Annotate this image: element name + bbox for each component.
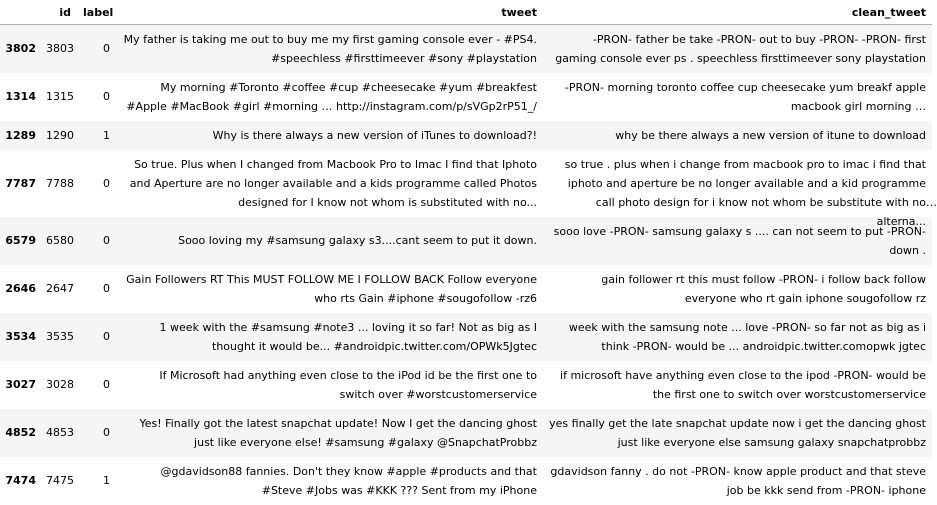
clean-tweet-text: week with the samsung note ... love -PRON- so far not as big as i think -PRON- would be ... androidpic.twitter.comopwk jgtec <box>568 320 926 353</box>
cell-tweet <box>116 150 543 217</box>
cell-clean-tweet <box>543 150 932 228</box>
row-index: 3534 <box>5 330 36 343</box>
table-row <box>0 121 932 150</box>
clean-tweet-text: if microsoft have anything even close to the ipod -PRON- would be the first one to switch over worstcustomerservice <box>560 368 926 401</box>
clean-tweet-text: -PRON- morning toronto coffee cup cheesecake yum breakf apple macbook girl morning … <box>564 80 926 113</box>
table-row <box>0 265 932 313</box>
cell-clean-tweet <box>543 361 932 409</box>
row-index: 3027 <box>5 378 36 391</box>
header-label: label <box>77 0 116 25</box>
cell-clean-tweet <box>543 25 932 73</box>
row-index: 3802 <box>5 42 36 56</box>
cell-label: 0 <box>103 282 110 295</box>
tweet-text: Gain Followers RT This MUST FOLLOW ME I FOLLOW BACK Follow everyone who rts Gain #iphone #sougofollow -rz6 <box>126 272 537 305</box>
cell-tweet <box>116 457 543 505</box>
row-index: 1289 <box>5 128 36 142</box>
cell-label: 0 <box>103 330 110 343</box>
table-row <box>0 457 932 505</box>
table-row <box>0 25 932 73</box>
cell-tweet <box>116 265 543 313</box>
cell-label: 1 <box>103 474 110 487</box>
tweet-text: My morning #Toronto #coffee #cup #cheesecake #yum #breakfest #Apple #MacBook #girl #morning … http://instagram.com/p/sVGp2rP51_/ <box>126 80 537 113</box>
cell-id: 3028 <box>46 378 74 391</box>
cell-tweet <box>116 361 543 409</box>
tweet-text: 1 week with the #samsung #note3 ... loving it so far! Not as big as I thought it would be... #androidpic.twitter.com/OPWk5Jgtec <box>159 320 537 353</box>
cell-clean-tweet <box>543 121 932 150</box>
header-index <box>0 0 40 25</box>
table-row <box>0 73 932 121</box>
cell-clean-tweet <box>543 457 932 505</box>
cell-id: 2647 <box>46 282 74 295</box>
cell-clean-tweet <box>543 409 932 457</box>
row-index: 7787 <box>5 176 36 190</box>
row-index: 7474 <box>5 474 36 487</box>
table-body <box>0 25 932 505</box>
cell-label: 0 <box>103 234 110 247</box>
table-row <box>0 150 932 217</box>
table-row <box>0 217 932 265</box>
clean-tweet-text: yes finally get the late snapchat update now i get the dancing ghost just like everyone else samsung galaxy snapchatprobbz <box>549 416 926 449</box>
cell-label: 0 <box>103 426 110 439</box>
cell-tweet <box>116 409 543 457</box>
cell-label: 0 <box>103 42 110 56</box>
tweet-text: My father is taking me out to buy me my first gaming console ever - #PS4. #speechless #firsttimeever #sony #playstation <box>123 32 537 65</box>
cell-clean-tweet <box>543 217 932 265</box>
clean-tweet-text: gain follower rt this must follow -PRON- i follow back follow everyone who rt gain iphone sougofollow rz <box>601 272 926 305</box>
header-row <box>0 0 932 25</box>
row-index: 6579 <box>5 234 36 247</box>
tweet-text: Sooo loving my #samsung galaxy s3....cant seem to put it down. <box>178 234 537 247</box>
tweet-text: @gdavidson88 fannies. Don't they know #apple #products and that #Steve #Jobs was #KKK ??? Sent from my iPhone <box>160 464 537 497</box>
cell-id: 7475 <box>46 474 74 487</box>
cell-id: 3535 <box>46 330 74 343</box>
cell-label: 0 <box>103 90 110 103</box>
cell-id: 3803 <box>46 42 74 56</box>
header-tweet: tweet <box>116 0 543 25</box>
header-id: id <box>40 0 77 25</box>
tweet-text: Yes! Finally got the latest snapchat update! Now I get the dancing ghost just like everyone else! #samsung #galaxy @SnapchatProbbz <box>139 416 537 449</box>
clean-tweet-text: gdavidson fanny . do not -PRON- know apple product and that steve job be kkk send from -PRON- iphone <box>550 464 926 497</box>
cell-clean-tweet <box>543 265 932 313</box>
cell-label: 1 <box>103 128 110 142</box>
cell-tweet <box>116 121 543 150</box>
cell-id: 6580 <box>46 234 74 247</box>
tweet-text: If Microsoft had anything even close to the iPod id be the first one to switch over #worstcustomerservice <box>159 368 537 401</box>
cell-tweet <box>116 217 543 265</box>
cell-id: 1315 <box>46 90 74 103</box>
cell-tweet <box>116 313 543 361</box>
tweet-text: Why is there always a new version of iTunes to download?! <box>212 128 537 142</box>
table-row <box>0 409 932 457</box>
table-header <box>0 0 932 25</box>
table-row <box>0 361 932 409</box>
clean-tweet-text: -PRON- father be take -PRON- out to buy -PRON- -PRON- first gaming console ever ps . speechless firsttimeever sony playstation <box>555 32 926 65</box>
cell-clean-tweet <box>543 73 932 121</box>
cell-clean-tweet <box>543 313 932 361</box>
clean-tweet-text: why be there always a new version of itune to download <box>615 128 926 142</box>
cell-id: 4853 <box>46 426 74 439</box>
cell-tweet <box>116 73 543 121</box>
header-clean-tweet: clean_tweet <box>543 0 932 25</box>
cell-id: 1290 <box>46 128 74 142</box>
row-index: 2646 <box>5 282 36 295</box>
cell-label: 0 <box>103 378 110 391</box>
clean-tweet-text: so true . plus when i change from macbook pro to imac i find that iphoto and aperture be no longer available and a kid programme call photo design for i know not whom be substitute with no alterna... <box>564 157 926 228</box>
cell-label: 0 <box>103 176 110 190</box>
row-index: 1314 <box>5 90 36 103</box>
clean-tweet-text: sooo love -PRON- samsung galaxy s .... can not seem to put -PRON- down . <box>553 224 926 257</box>
cell-tweet <box>116 25 543 73</box>
tweet-text: So true. Plus when I changed from Macbook Pro to Imac I find that Iphoto and Aperture are no longer available and a kids programme called Photos designed for I know not whom is substituted with no... <box>129 157 537 209</box>
row-index: 4852 <box>5 426 36 439</box>
cell-id: 7788 <box>46 176 74 190</box>
table-row <box>0 313 932 361</box>
